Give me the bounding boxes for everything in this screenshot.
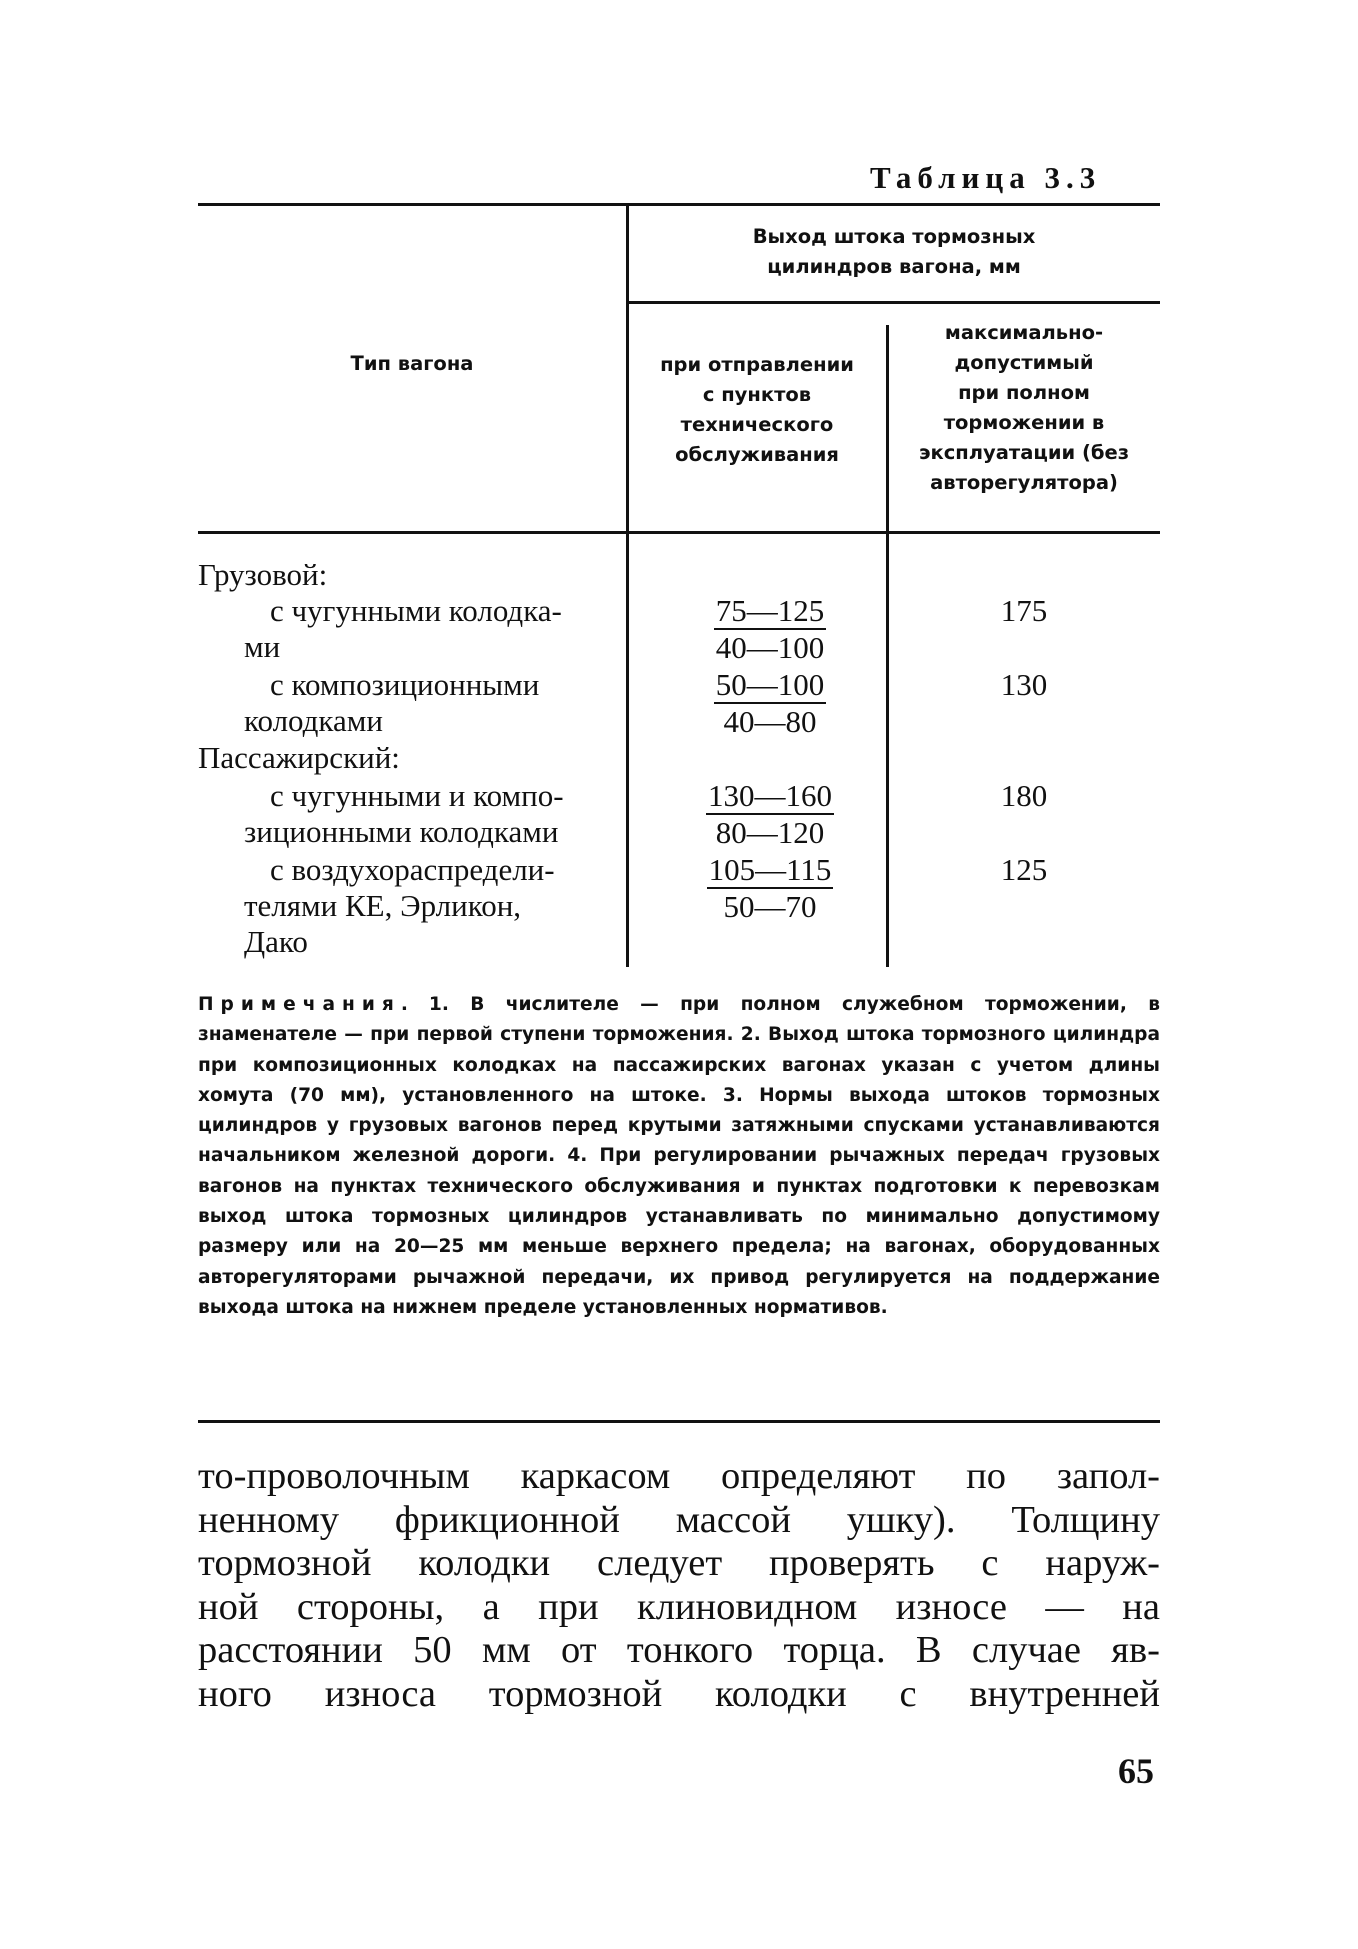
notes-label: Примечания. [198,994,415,1015]
max-value: 130 [1000,667,1048,702]
notes-text: 1. В числителе — при полном служебном торможении, в знаменателе — при первой ступени торможения. 2. Выход штока тормозного цилиндра при композиционных колодках на пассажирских вагонах указан с учетом длины хомута (70 мм), установленного на штоке. 3. Нормы выхода штоков тормозных цилиндров у грузовых вагонов перед крутыми затяжными спусками устанавливаются начальником железной дороги. 4. При регулировании рычажных передач грузовых вагонов на пунктах технического обслуживания и пунктах подготовки к перевозкам выход штока тормозных цилиндров устанавливать по минимально допустимому размеру или на 20—25 мм меньше верхнего предела; на вагонах, оборудованных авторегуляторами рычажной передачи, их привод регулируется на поддержание выхода штока на нижнем пределе установленных нормативов. [198,994,1160,1318]
row-label-line: с чугунными колодка- [270,593,562,628]
numerator: 105—115 [708,852,832,887]
numerator: 130—160 [708,778,832,813]
body-line: ненному фрикционной массой ушку). Толщину [198,1498,1160,1541]
row-label-line: с композиционными [270,667,540,702]
header-bottom-rule [198,531,1160,534]
denominator: 40—80 [723,704,817,739]
body-line: тормозной колодки следует проверять с наруж- [198,1542,1160,1584]
row-label-line: с чугунными и компо- [270,778,564,813]
column-header-departure: при отправлении с пунктов технического обслуживания [660,353,854,466]
max-value: 180 [1000,778,1048,813]
departure-value [650,592,890,666]
row-label-line: Дако [244,924,308,959]
body-line: ной стороны, а при клиновидном износе — на [198,1585,1160,1628]
table-notes [198,990,1160,1323]
table-caption: Таблица 3.3 [870,160,1102,195]
group-label-freight: Грузовой: [198,557,328,592]
max-value: 125 [1000,852,1048,887]
departure-value [650,851,890,925]
group-header: Выход штока тормозных цилиндров вагона, мм [752,225,1036,278]
row-label-line: ми [244,629,281,664]
column-divider-1 [626,205,629,967]
page-number: 65 [1118,1751,1154,1791]
numerator: 75—125 [715,593,825,628]
row-label-line: телями КЕ, Эрликон, [244,888,522,923]
body-line: ного износа тормозной колодки с внутренней [198,1672,1160,1715]
row-label-line: зиционными колодками [244,814,559,849]
denominator: 50—70 [723,889,817,924]
body-text [198,1455,1160,1716]
departure-value [650,666,890,740]
table-top-rule [198,203,1160,206]
departure-value [650,777,890,851]
group-label-passenger: Пассажирский: [198,740,400,775]
max-value: 175 [1000,593,1048,628]
group-header-rule [628,301,1160,304]
denominator: 80—120 [715,815,825,850]
numerator: 50—100 [715,667,825,702]
section-separator [198,1420,1160,1423]
column-header-max: максимально- допустимый при полном торможении в эксплуатации (без авторегулятора) [918,321,1130,494]
denominator: 40—100 [715,630,825,665]
row-label-line: колодками [244,703,383,738]
column-header-type: Тип вагона [350,352,474,375]
body-line: расстоянии 50 мм от тонкого торца. В случае яв- [198,1629,1160,1671]
body-line: то-проволочным каркасом определяют по запол- [198,1455,1160,1497]
row-label-line: с воздухораспредели- [270,852,555,887]
